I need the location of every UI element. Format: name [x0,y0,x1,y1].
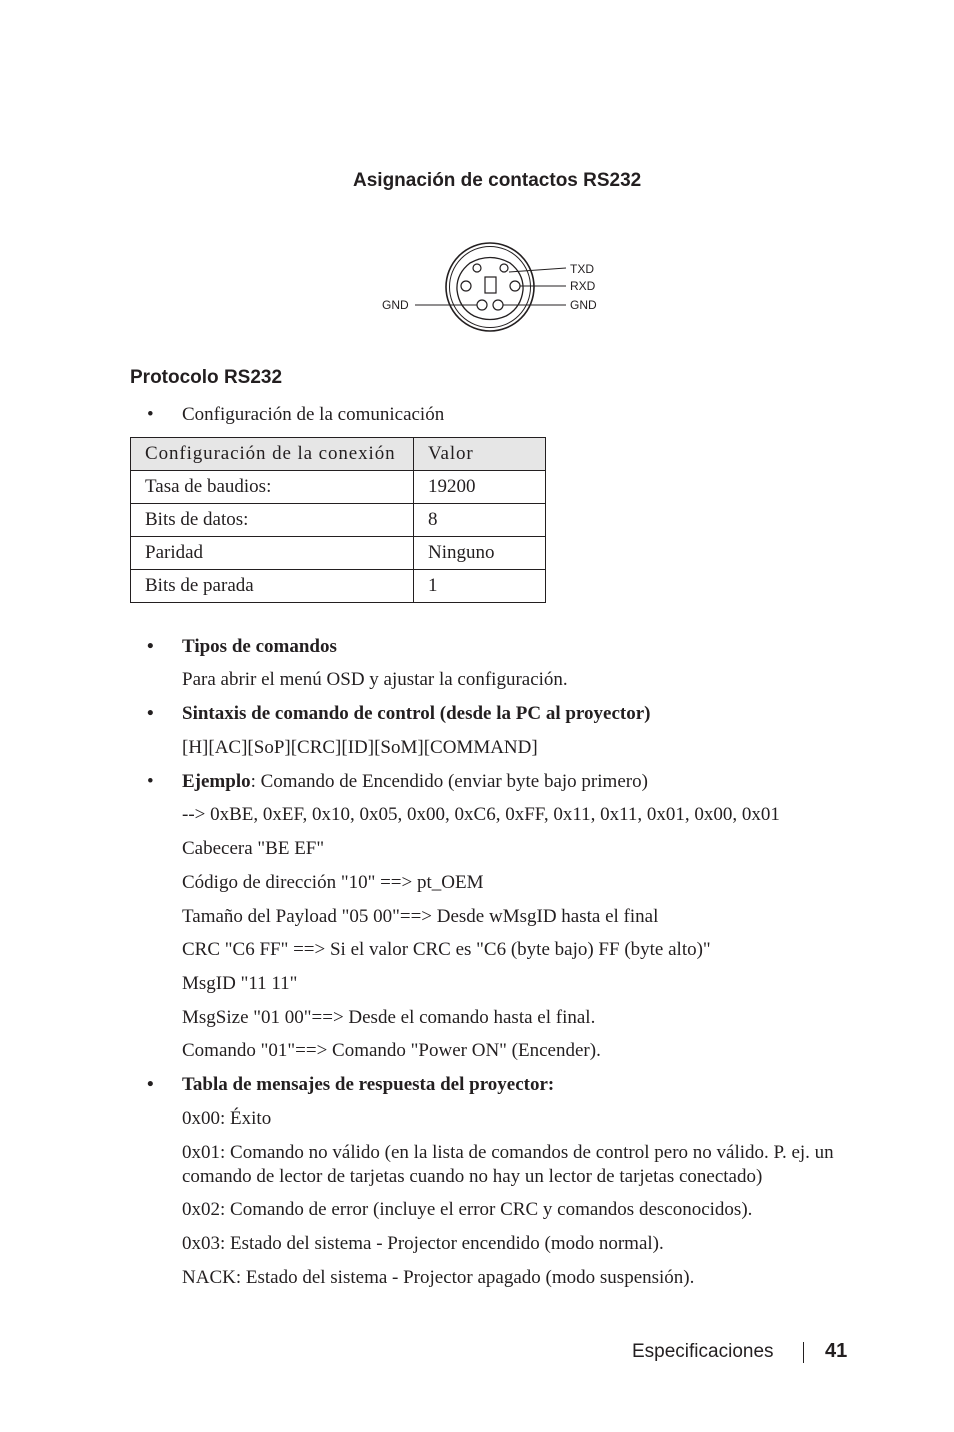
pin-top-right [500,264,508,272]
response-item: 0x00: Éxito [182,1108,272,1129]
table-cell-setting: Tasa de baudios: [131,471,414,504]
table-header-value: Valor [414,438,546,471]
example-address: Código de dirección "10" ==> pt_OEM [182,872,484,893]
example-header: Cabecera "BE EF" [182,838,325,859]
table-cell-setting: Bits de datos: [131,504,414,537]
table-cell-value: 19200 [414,471,546,504]
example-label: Ejemplo [182,771,251,792]
rs232-pin-diagram [370,230,610,340]
example-command: Comando "01"==> Comando "Power ON" (Encender). [182,1040,601,1061]
footer-section-name: Especificaciones [632,1341,774,1362]
table-row [131,471,546,504]
example-description: : Comando de Encendido (enviar byte bajo primero) [250,771,648,792]
gnd-right-label: GND [570,298,597,312]
table-cell-value: Ninguno [414,537,546,570]
table-row [131,537,546,570]
response-item: 0x03: Estado del sistema - Projector encendido (modo normal). [182,1233,664,1254]
example-payload-size: Tamaño del Payload "05 00"==> Desde wMsgID hasta el final [182,906,659,927]
example-bytes: --> 0xBE, 0xEF, 0x10, 0x05, 0x00, 0xC6, 0xFF, 0x11, 0x11, 0x01, 0x00, 0x01 [182,804,780,825]
rxd-label: RXD [570,279,596,293]
table-row [131,570,546,603]
footer-separator [803,1342,804,1363]
example-crc: CRC "C6 FF" ==> Si el valor CRC es "C6 (byte bajo) FF (byte alto)" [182,939,711,960]
table-header-row [131,438,546,471]
example-msg-id: MsgID "11 11" [182,973,298,994]
gnd-left-label: GND [382,298,409,312]
bullet-command-types: • Tipos de comandos [182,636,337,658]
table-cell-setting: Bits de parada [131,570,414,603]
connector-key [485,277,496,293]
response-item: NACK: Estado del sistema - Projector apagado (modo suspensión). [182,1267,695,1288]
table-cell-value: 8 [414,504,546,537]
pin-bottom-left [477,300,487,310]
pin-top-left [473,264,481,272]
table-cell-value: 1 [414,570,546,603]
table-row [131,504,546,537]
pin-bottom-right [493,300,503,310]
response-item: 0x02: Comando de error (incluye el error CRC y comandos desconocidos). [182,1199,753,1220]
command-types-text: Para abrir el menú OSD y ajustar la configuración. [182,669,568,690]
example-msg-size: MsgSize "01 00"==> Desde el comando hasta el final. [182,1007,596,1028]
bullet-command-syntax: • Sintaxis de comando de control (desde la PC al proyector) [182,703,650,725]
bullet-example [182,771,648,793]
bullet-response-table: • Tabla de mensajes de respuesta del proyector: [182,1074,554,1096]
pin-mid-right [510,281,520,291]
section-title: Asignación de contactos RS232 [353,170,642,191]
command-syntax-text: [H][AC][SoP][CRC][ID][SoM][COMMAND] [182,737,538,758]
connection-settings-table [130,437,546,603]
response-item: 0x01: Comando no válido (en la lista de comandos de control pero no válido. P. ej. un comando de lector de tarjetas cuando no hay un lector de tarjetas conectado) [182,1142,834,1187]
protocol-title: Protocolo RS232 [130,367,283,388]
txd-label: TXD [570,262,594,276]
pin-mid-left [461,281,471,291]
table-header-setting: Configuración de la conexión [131,438,414,471]
table-cell-setting: Paridad [131,537,414,570]
page-number: 41 [825,1340,848,1362]
bullet-communication-config: • Configuración de la comunicación [182,404,444,426]
